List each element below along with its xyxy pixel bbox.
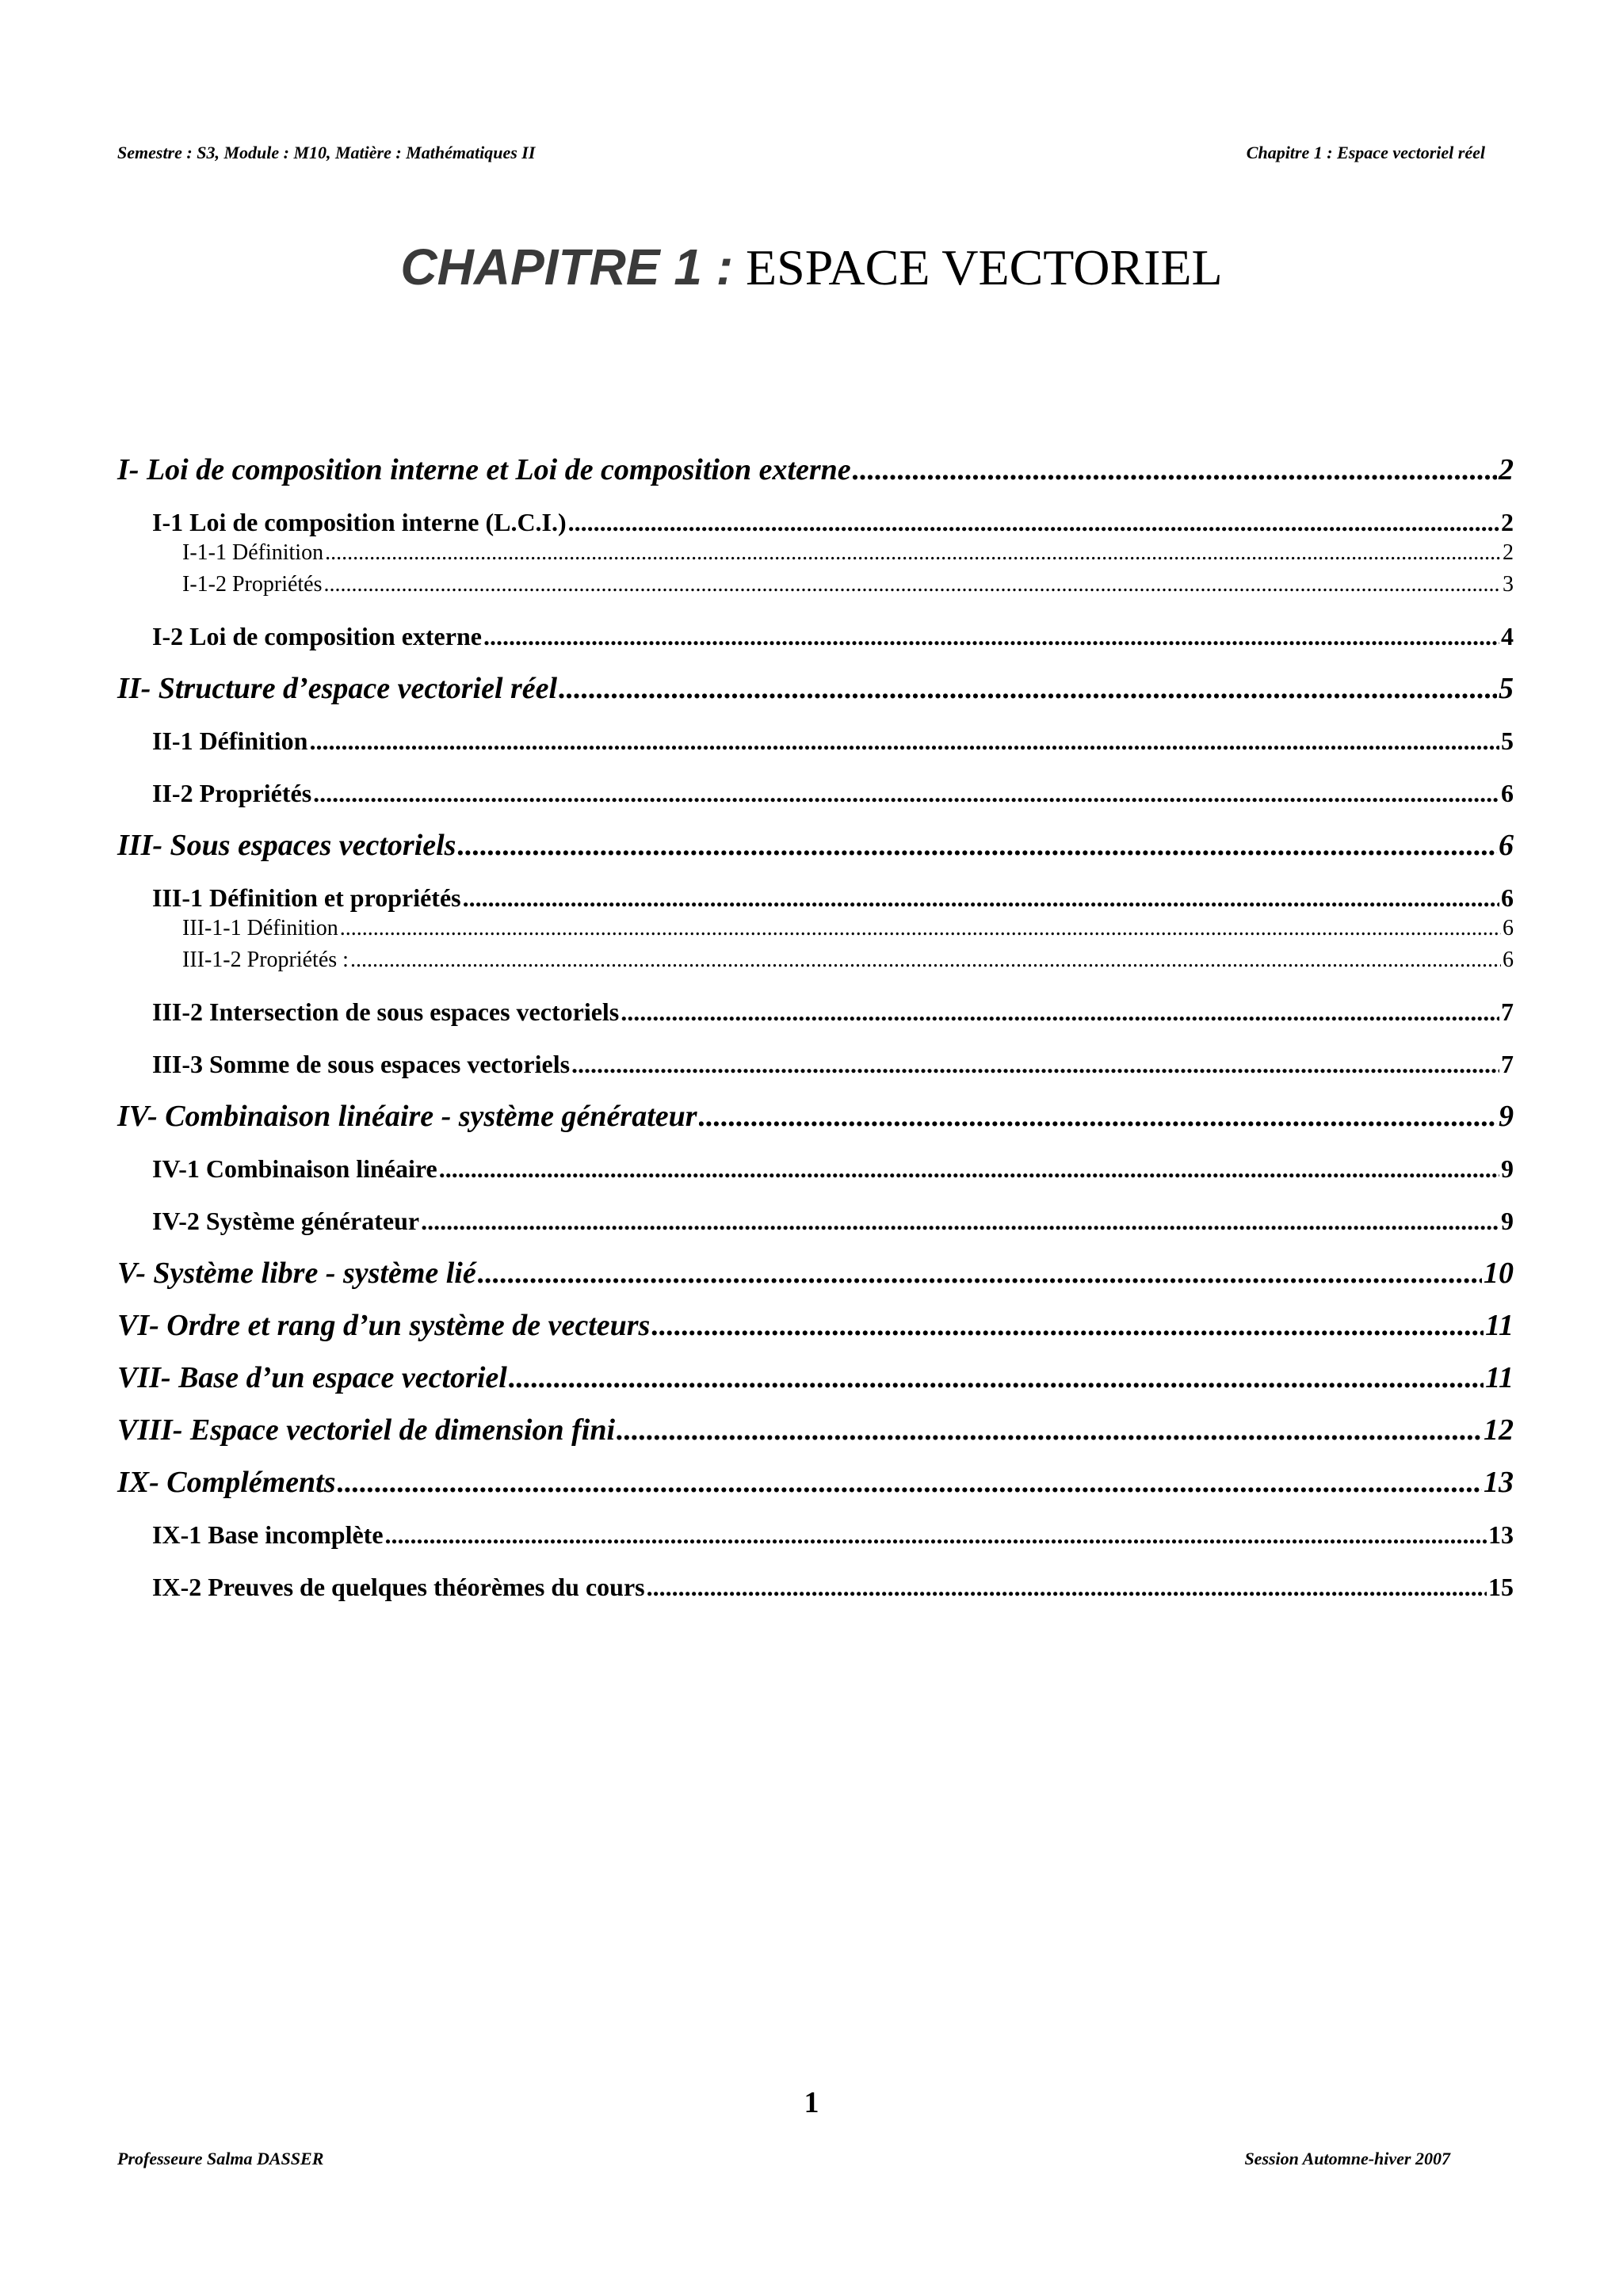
toc-entry-label: I-2 Loi de composition externe [152, 622, 482, 650]
toc-entry-page: 6 [1501, 883, 1514, 912]
toc-leader-dots [421, 1195, 1499, 1247]
toc-entry[interactable] [117, 662, 1514, 715]
toc-entry-label: II- Structure d’espace vectoriel réel [117, 672, 558, 705]
toc-entry[interactable] [117, 819, 1514, 871]
toc-entry-label: IX-2 Preuves de quelques théorèmes du cours [152, 1573, 645, 1601]
toc-entry-page: 6 [1499, 829, 1514, 862]
table-of-contents [117, 444, 1514, 1613]
toc-leader-dots [324, 569, 1501, 601]
toc-entry-label: III- Sous espaces vectoriels [117, 829, 456, 862]
toc-entry-label: I-1-1 Définition [182, 540, 324, 565]
toc-entry-page: 11 [1485, 1361, 1514, 1394]
toc-entry-label: I-1 Loi de composition interne (L.C.I.) [152, 508, 567, 536]
toc-leader-dots [340, 913, 1501, 944]
toc-entry[interactable] [117, 1456, 1514, 1508]
toc-entry[interactable] [117, 1142, 1514, 1195]
toc-entry-page: 4 [1501, 622, 1514, 650]
toc-entry[interactable] [117, 1404, 1514, 1456]
toc-leader-dots [621, 986, 1499, 1038]
page-number: 1 [804, 2086, 819, 2119]
toc-entry-page: 10 [1484, 1257, 1514, 1290]
toc-leader-dots [699, 1090, 1497, 1142]
toc-leader-dots [509, 1352, 1484, 1404]
toc-entry-label: IX-1 Base incomplète [152, 1520, 384, 1549]
toc-entry-page: 9 [1501, 1207, 1514, 1235]
toc-entry-label: IV-1 Combinaison linéaire [152, 1154, 437, 1183]
toc-entry-label: I- Loi de composition interne et Loi de composition externe [117, 453, 851, 486]
toc-entry-label: VI- Ordre et rang d’un système de vecteurs [117, 1309, 651, 1342]
toc-entry-page: 7 [1501, 997, 1514, 1026]
header-chapter-info: Chapitre 1 : Espace vectoriel réel [1246, 143, 1485, 162]
toc-leader-dots [325, 537, 1501, 569]
toc-entry-page: 2 [1501, 508, 1514, 536]
toc-leader-dots [350, 944, 1501, 976]
toc-entry-label: IV-2 Système générateur [152, 1207, 420, 1235]
toc-entry-label: II-2 Propriétés [152, 779, 312, 807]
toc-entry[interactable] [117, 715, 1514, 767]
toc-entry-label: VIII- Espace vectoriel de dimension fini [117, 1413, 616, 1447]
toc-entry-page: 2 [1499, 453, 1514, 486]
toc-entry-label: III-1 Définition et propriétés [152, 883, 461, 912]
toc-entry-page: 5 [1501, 727, 1514, 755]
toc-entry-label: IX- Compléments [117, 1466, 336, 1499]
toc-entry-page: 15 [1488, 1573, 1514, 1601]
toc-entry[interactable] [117, 569, 1514, 601]
header-course-info: Semestre : S3, Module : M10, Matière : Mathématiques II [117, 143, 536, 162]
toc-entry[interactable] [117, 537, 1514, 569]
chapter-title-prefix: CHAPITRE 1 : [400, 238, 733, 296]
toc-entry[interactable] [117, 1508, 1514, 1561]
toc-leader-dots [309, 715, 1499, 767]
toc-entry-page: 6 [1503, 948, 1514, 972]
toc-leader-dots [571, 1038, 1499, 1090]
toc-entry[interactable] [117, 444, 1514, 496]
toc-entry-page: 2 [1503, 540, 1514, 565]
toc-entry[interactable] [117, 913, 1514, 944]
toc-entry[interactable] [117, 1038, 1514, 1090]
toc-entry[interactable] [117, 1561, 1514, 1613]
toc-entry-label: I-1-2 Propriétés [182, 572, 323, 597]
toc-leader-dots [559, 662, 1497, 715]
toc-entry-label: II-1 Définition [152, 727, 308, 755]
toc-entry-page: 11 [1485, 1309, 1514, 1342]
footer-session: Session Automne-hiver 2007 [1244, 2149, 1450, 2168]
toc-leader-dots [313, 767, 1499, 819]
toc-entry[interactable] [117, 1195, 1514, 1247]
toc-leader-dots [478, 1247, 1482, 1299]
toc-entry-page: 13 [1488, 1520, 1514, 1549]
toc-entry-page: 9 [1499, 1100, 1514, 1133]
toc-entry-label: IV- Combinaison linéaire - système générateur [117, 1100, 697, 1133]
toc-entry[interactable] [117, 610, 1514, 662]
toc-entry-label: III-1-2 Propriétés : [182, 948, 349, 972]
toc-leader-dots [457, 819, 1497, 871]
toc-leader-dots [651, 1299, 1484, 1352]
toc-entry-page: 6 [1503, 916, 1514, 940]
toc-entry[interactable] [117, 767, 1514, 819]
toc-entry-page: 12 [1484, 1413, 1514, 1447]
toc-entry-page: 3 [1503, 572, 1514, 597]
toc-entry[interactable] [117, 986, 1514, 1038]
footer-author: Professeure Salma DASSER [117, 2149, 324, 2168]
toc-entry[interactable] [117, 1299, 1514, 1352]
toc-entry-label: V- Système libre - système lié [117, 1257, 476, 1290]
toc-entry-page: 5 [1499, 672, 1514, 705]
toc-leader-dots [483, 610, 1499, 662]
toc-entry-page: 6 [1501, 779, 1514, 807]
chapter-title [0, 238, 1623, 297]
toc-entry[interactable] [117, 944, 1514, 976]
toc-leader-dots [385, 1508, 1487, 1561]
toc-entry-page: 9 [1501, 1154, 1514, 1183]
toc-entry-page: 7 [1501, 1050, 1514, 1078]
toc-entry-label: III-3 Somme de sous espaces vectoriels [152, 1050, 571, 1078]
toc-leader-dots [647, 1561, 1487, 1613]
toc-entry-page: 13 [1484, 1466, 1514, 1499]
toc-leader-dots [338, 1456, 1482, 1508]
toc-entry[interactable] [117, 1247, 1514, 1299]
toc-leader-dots [439, 1142, 1499, 1195]
toc-entry[interactable] [117, 1090, 1514, 1142]
toc-leader-dots [617, 1404, 1482, 1456]
toc-entry-label: VII- Base d’un espace vectoriel [117, 1361, 507, 1394]
toc-entry-label: III-1-1 Définition [182, 916, 338, 940]
toc-leader-dots [853, 444, 1497, 496]
toc-entry[interactable] [117, 1352, 1514, 1404]
chapter-title-name: ESPACE VECTORIEL [746, 239, 1223, 296]
toc-entry-label: III-2 Intersection de sous espaces vectoriels [152, 997, 620, 1026]
